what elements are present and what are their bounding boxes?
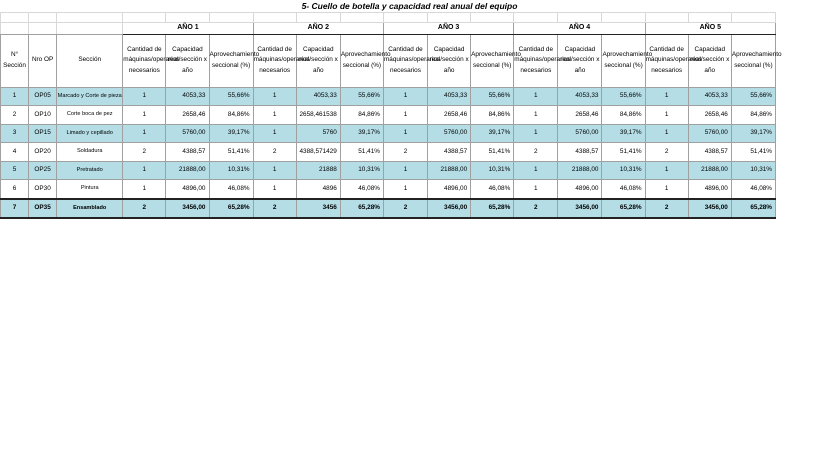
cell-capacidad: 2658,46 [558, 106, 602, 125]
cell-capacidad: 4388,57 [166, 143, 209, 162]
cell-capacidad: 5760,00 [688, 124, 731, 143]
cell-aprovechamiento: 55,66% [209, 87, 253, 106]
capacity-table [0, 12, 782, 219]
cell-cantidad: 1 [514, 106, 558, 125]
cell-cantidad: 1 [514, 180, 558, 199]
cell-capacidad: 3456,00 [166, 199, 209, 219]
cell-cantidad: 2 [645, 199, 688, 219]
cell-cantidad: 1 [253, 180, 296, 199]
cell-capacidad: 3456,00 [428, 199, 471, 219]
cell-aprovechamiento: 39,17% [209, 124, 253, 143]
cell-capacidad: 4896,00 [166, 180, 209, 199]
cell-aprovechamiento: 84,86% [471, 106, 514, 125]
cell-aprovechamiento: 55,66% [731, 87, 775, 106]
cell-capacidad: 4896,00 [688, 180, 731, 199]
cell-capacidad: 3456,00 [688, 199, 731, 219]
cell-cantidad: 1 [123, 106, 166, 125]
cell-nro-op: OP35 [29, 199, 57, 219]
cell-capacidad: 4388,571429 [296, 143, 340, 162]
cell-capacidad: 21888,00 [688, 161, 731, 180]
cell-cantidad: 1 [645, 87, 688, 106]
table-row [1, 87, 776, 106]
cell-cantidad: 1 [123, 180, 166, 199]
cell-aprovechamiento: 10,31% [340, 161, 383, 180]
cell-capacidad: 21888,00 [558, 161, 602, 180]
cell-seccion-num: 6 [1, 180, 29, 199]
header-capacidad-year-4: Capacidad real/sección x año [558, 34, 602, 87]
cell-capacidad: 4053,33 [688, 87, 731, 106]
cell-aprovechamiento: 65,28% [209, 199, 253, 219]
cell-aprovechamiento: 65,28% [602, 199, 645, 219]
cell-aprovechamiento: 46,08% [209, 180, 253, 199]
cell-cantidad: 1 [645, 161, 688, 180]
table-row [1, 143, 776, 162]
table-row [1, 106, 776, 125]
cell-seccion: Marcado y Corte de pieza [57, 87, 123, 106]
cell-capacidad: 2658,46 [166, 106, 209, 125]
header-capacidad-year-5: Capacidad real/sección x año [688, 34, 731, 87]
cell-aprovechamiento: 65,28% [471, 199, 514, 219]
cell-aprovechamiento: 51,41% [602, 143, 645, 162]
header-capacidad-year-3: Capacidad real/sección x año [428, 34, 471, 87]
cell-aprovechamiento: 46,08% [602, 180, 645, 199]
year-header-3: AÑO 3 [383, 23, 513, 35]
cell-aprovechamiento: 39,17% [731, 124, 775, 143]
cell-aprovechamiento: 55,66% [340, 87, 383, 106]
cell-cantidad: 2 [253, 199, 296, 219]
sheet-title: 5- Cuello de botella y capacidad real anual del equipo [301, 1, 518, 11]
cell-aprovechamiento: 51,41% [471, 143, 514, 162]
cell-cantidad: 1 [253, 124, 296, 143]
cell-cantidad: 1 [253, 87, 296, 106]
cell-nro-op: OP10 [29, 106, 57, 125]
cell-aprovechamiento: 84,86% [602, 106, 645, 125]
header-nro-op: Nro OP [29, 34, 57, 87]
cell-seccion-num: 5 [1, 161, 29, 180]
cell-cantidad: 1 [383, 180, 427, 199]
cell-capacidad: 4053,33 [296, 87, 340, 106]
cell-seccion: Pretratado [57, 161, 123, 180]
cell-nro-op: OP30 [29, 180, 57, 199]
cell-capacidad: 2658,46 [428, 106, 471, 125]
cell-capacidad: 5760,00 [166, 124, 209, 143]
cell-cantidad: 1 [383, 161, 427, 180]
cell-seccion: Pintura [57, 180, 123, 199]
header-aprovechamiento-year-4: Aprovechamiento seccional (%) [602, 34, 645, 87]
year-header-4: AÑO 4 [514, 23, 645, 35]
cell-cantidad: 2 [123, 199, 166, 219]
cell-capacidad: 4388,57 [688, 143, 731, 162]
cell-seccion-num: 3 [1, 124, 29, 143]
cell-aprovechamiento: 10,31% [731, 161, 775, 180]
cell-capacidad: 5760,00 [558, 124, 602, 143]
table-row [1, 124, 776, 143]
header-row [1, 34, 776, 87]
cell-aprovechamiento: 55,66% [471, 87, 514, 106]
cell-cantidad: 1 [253, 106, 296, 125]
cell-capacidad: 4053,33 [428, 87, 471, 106]
cell-cantidad: 1 [645, 106, 688, 125]
cell-capacidad: 21888,00 [166, 161, 209, 180]
cell-aprovechamiento: 46,08% [731, 180, 775, 199]
cell-aprovechamiento: 51,41% [209, 143, 253, 162]
cell-aprovechamiento: 10,31% [602, 161, 645, 180]
cell-cantidad: 2 [123, 143, 166, 162]
header-capacidad-year-2: Capacidad real/sección x año [296, 34, 340, 87]
cell-cantidad: 2 [383, 199, 427, 219]
cell-capacidad: 2658,46 [688, 106, 731, 125]
cell-aprovechamiento: 10,31% [209, 161, 253, 180]
cell-seccion-num: 1 [1, 87, 29, 106]
cell-aprovechamiento: 46,08% [340, 180, 383, 199]
cell-cantidad: 2 [514, 199, 558, 219]
cell-cantidad: 1 [123, 124, 166, 143]
cell-aprovechamiento: 39,17% [340, 124, 383, 143]
header-aprovechamiento-year-5: Aprovechamiento seccional (%) [731, 34, 775, 87]
cell-capacidad: 4896,00 [558, 180, 602, 199]
cell-cantidad: 1 [514, 161, 558, 180]
cell-seccion: Soldadura [57, 143, 123, 162]
cell-aprovechamiento: 65,28% [340, 199, 383, 219]
cell-cantidad: 1 [514, 124, 558, 143]
header-aprovechamiento-year-1: Aprovechamiento seccional (%) [209, 34, 253, 87]
cell-cantidad: 1 [383, 106, 427, 125]
cell-cantidad: 2 [253, 143, 296, 162]
year-header-5: AÑO 5 [645, 23, 775, 35]
cell-cantidad: 1 [645, 180, 688, 199]
cell-seccion-num: 2 [1, 106, 29, 125]
cell-capacidad: 4896,00 [428, 180, 471, 199]
years-row [1, 23, 776, 35]
cell-nro-op: OP05 [29, 87, 57, 106]
cell-capacidad: 4053,33 [166, 87, 209, 106]
cell-capacidad: 5760 [296, 124, 340, 143]
cell-seccion-num: 4 [1, 143, 29, 162]
cell-capacidad: 5760,00 [428, 124, 471, 143]
cell-cantidad: 2 [645, 143, 688, 162]
cell-seccion-num: 7 [1, 199, 29, 219]
header-cantidad-year-5: Cantidad de máquinas/operarios necesarios [645, 34, 688, 87]
cell-aprovechamiento: 39,17% [471, 124, 514, 143]
year-header-1: AÑO 1 [123, 23, 253, 35]
header-aprovechamiento-year-3: Aprovechamiento seccional (%) [471, 34, 514, 87]
cell-seccion: Corte boca de pez [57, 106, 123, 125]
cell-cantidad: 1 [383, 87, 427, 106]
cell-aprovechamiento: 55,66% [602, 87, 645, 106]
cell-capacidad: 4388,57 [558, 143, 602, 162]
cell-cantidad: 2 [514, 143, 558, 162]
table-row [1, 180, 776, 199]
cell-nro-op: OP20 [29, 143, 57, 162]
header-cantidad-year-2: Cantidad de máquinas/operarios necesarios [253, 34, 296, 87]
cell-aprovechamiento: 84,86% [731, 106, 775, 125]
cell-capacidad: 21888,00 [428, 161, 471, 180]
cell-seccion: Ensamblado [57, 199, 123, 219]
header-cantidad-year-3: Cantidad de máquinas/operarios necesarios [383, 34, 427, 87]
blank-row [1, 13, 776, 23]
cell-aprovechamiento: 39,17% [602, 124, 645, 143]
cell-nro-op: OP25 [29, 161, 57, 180]
header-aprovechamiento-year-2: Aprovechamiento seccional (%) [340, 34, 383, 87]
year-header-2: AÑO 2 [253, 23, 383, 35]
cell-capacidad: 21888 [296, 161, 340, 180]
cell-cantidad: 2 [383, 143, 427, 162]
cell-nro-op: OP15 [29, 124, 57, 143]
cell-capacidad: 4896 [296, 180, 340, 199]
header-capacidad-year-1: Capacidad real/sección x año [166, 34, 209, 87]
header-cantidad-year-4: Cantidad de máquinas/operarios necesarios [514, 34, 558, 87]
cell-aprovechamiento: 65,28% [731, 199, 775, 219]
cell-aprovechamiento: 84,86% [340, 106, 383, 125]
header-seccion-num: N° Sección [1, 34, 29, 87]
cell-cantidad: 1 [514, 87, 558, 106]
cell-capacidad: 3456 [296, 199, 340, 219]
cell-aprovechamiento: 46,08% [471, 180, 514, 199]
cell-cantidad: 1 [123, 87, 166, 106]
header-cantidad-year-1: Cantidad de máquinas/operarios necesarios [123, 34, 166, 87]
cell-cantidad: 1 [123, 161, 166, 180]
cell-capacidad: 4053,33 [558, 87, 602, 106]
table-row [1, 199, 776, 219]
cell-aprovechamiento: 10,31% [471, 161, 514, 180]
cell-seccion: Limado y cepillado [57, 124, 123, 143]
cell-aprovechamiento: 51,41% [340, 143, 383, 162]
cell-capacidad: 3456,00 [558, 199, 602, 219]
cell-capacidad: 2658,461538 [296, 106, 340, 125]
cell-cantidad: 1 [253, 161, 296, 180]
cell-capacidad: 4388,57 [428, 143, 471, 162]
table-row [1, 161, 776, 180]
cell-cantidad: 1 [645, 124, 688, 143]
header-seccion: Sección [57, 34, 123, 87]
cell-aprovechamiento: 51,41% [731, 143, 775, 162]
cell-aprovechamiento: 84,86% [209, 106, 253, 125]
cell-cantidad: 1 [383, 124, 427, 143]
